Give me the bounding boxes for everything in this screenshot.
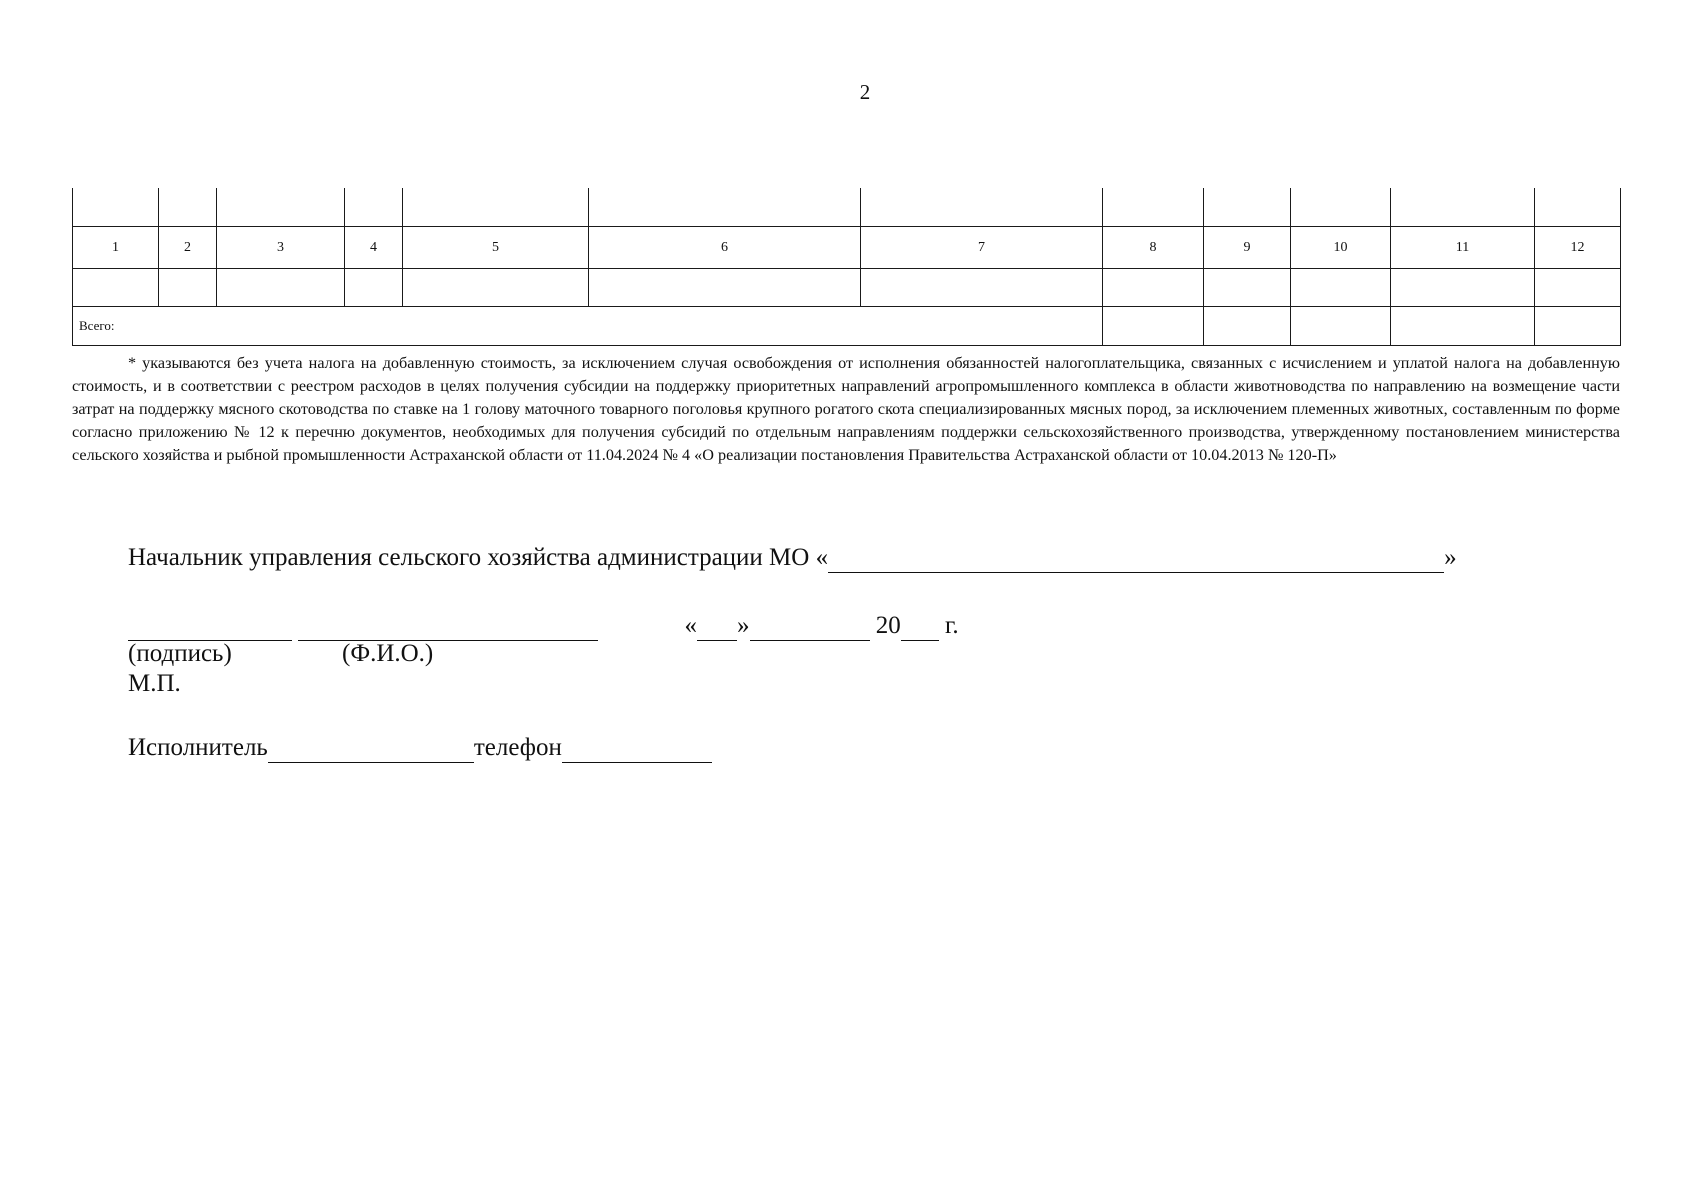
executor-field [268, 734, 474, 763]
total-label: Всего: [73, 307, 1103, 346]
phone-field [562, 734, 712, 763]
column-number: 9 [1204, 227, 1291, 269]
year-prefix: 20 [875, 612, 901, 639]
column-number: 8 [1103, 227, 1204, 269]
column-number: 11 [1391, 227, 1535, 269]
fio-caption: (Ф.И.О.) [342, 640, 434, 667]
year-suffix: г. [938, 612, 959, 639]
fio-field [298, 612, 598, 641]
column-number: 7 [861, 227, 1103, 269]
column-number: 4 [345, 227, 403, 269]
column-number: 5 [403, 227, 589, 269]
head-of-department-label: Начальник управления сельского хозяйства администрации МО « [128, 544, 829, 571]
column-number: 6 [589, 227, 861, 269]
day-field [697, 612, 737, 641]
table-column-numbers-row [73, 227, 1621, 269]
date-close-quote: » [737, 612, 750, 639]
executor-line [128, 734, 712, 763]
footnote: * указываются без учета налога на добавленную стоимость, за исключением случая освобождения от исполнения обязанностей налогоплательщика, связанных с исчислением и уплатой налога на добавленную стоимость, и в соответствии с реестром расходов в целях получения субсидии на поддержку приоритетных направлений агропромышленного комплекса в области животноводства по направлению на возмещение части затрат на поддержку мясного скотоводства по ставке на 1 голову маточного товарного поголовья крупного рогатого скота специализированных мясных пород, за исключением племенных животных, составленным по форме согласно приложению № 12 к перечню документов, необходимых для получения субсидий по отдельным направлениям поддержки сельскохозяйственного производства, утвержденному постановлением министерства сельского хозяйства и рыбной промышленности Астраханской области от 11.04.2024 № 4 «О реализации постановления Правительства Астраханской области от 10.04.2013 № 120-П» [72, 354, 1620, 464]
head-of-department-line [128, 544, 1457, 573]
table-row [73, 269, 1621, 307]
page-number: 2 [859, 80, 871, 104]
phone-label: телефон [473, 734, 562, 761]
column-number: 12 [1535, 227, 1621, 269]
column-number: 10 [1291, 227, 1391, 269]
table-total-row [73, 307, 1621, 346]
month-field [750, 612, 870, 641]
column-number: 3 [217, 227, 345, 269]
data-table [72, 188, 1621, 346]
table-header-spacer-row [73, 188, 1621, 227]
column-number: 1 [73, 227, 159, 269]
signature-date-line [128, 612, 959, 641]
signature-field [128, 612, 292, 641]
executor-label: Исполнитель [128, 734, 268, 761]
municipality-name-field [828, 544, 1444, 573]
signature-caption: (подпись) [128, 640, 232, 667]
date-open-quote: « [684, 612, 697, 639]
closing-quote: » [1444, 544, 1457, 571]
column-number: 2 [159, 227, 217, 269]
year-field [901, 612, 939, 641]
stamp-label: М.П. [128, 670, 181, 697]
